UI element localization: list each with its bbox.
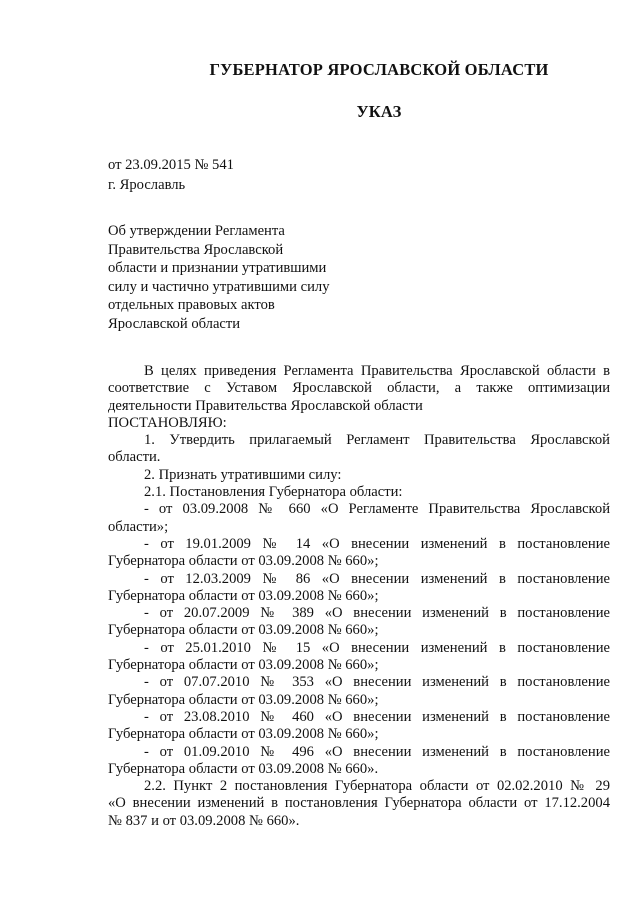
preamble-paragraph [108,363,610,415]
repealed-act-line: Губернатора области от 03.09.2008 № 660»; [108,657,379,674]
repealed-act-line: - от 20.07.2009 № 389 «О внесении изменений в постановление [144,605,610,622]
subject-line: Ярославской области [108,315,241,332]
decree-city: г. Ярославль [108,177,186,193]
item-1-line: 1. Утвердить прилагаемый Регламент Правительства Ярославской [144,432,610,449]
repealed-act-line: - от 19.01.2009 № 14 «О внесении изменений в постановление [144,535,610,552]
repealed-act-line: Губернатора области от 03.09.2008 № 660»; [108,726,379,743]
repealed-act-line: Губернатора области от 03.09.2008 № 660». [108,760,379,777]
repealed-act-line: Губернатора области от 03.09.2008 № 660»; [108,691,379,708]
item-2-2-line: № 837 и от 03.09.2008 № 660». [108,812,300,829]
repealed-act-line: Губернатора области от 03.09.2008 № 660»; [108,622,379,639]
issuing-authority-heading: ГУБЕРНАТОР ЯРОСЛАВСКОЙ ОБЛАСТИ [209,60,549,79]
repealed-act-line: Губернатора области от 03.09.2008 № 660»; [108,587,379,604]
repealed-act [108,571,610,606]
preamble-line: соответствие с Уставом Ярославской области, а также оптимизации [108,380,610,397]
repealed-act [108,501,610,536]
repealed-act-line: - от 07.07.2010 № 353 «О внесении изменений в постановление [144,674,610,691]
item-1 [108,432,610,467]
item-2: 2. Признать утратившими силу: [144,466,342,483]
decree-body [108,363,610,830]
item-2-1: 2.1. Постановления Губернатора области: [144,484,403,501]
item-2-2 [108,778,610,830]
repealed-act-line: - от 25.01.2010 № 15 «О внесении изменений в постановление [144,639,610,656]
repealed-act [108,709,610,744]
subject-line: Правительства Ярославской [108,241,284,258]
subject-line: отдельных правовых актов [108,297,275,314]
repealed-act-line: области»; [108,518,169,535]
repealed-act [108,674,610,709]
decree-meta [108,155,234,195]
subject-line: Об утверждении Регламента [108,223,285,239]
preamble-line: деятельности Правительства Ярославской области [108,397,423,414]
repealed-act-line: Губернатора области от 03.09.2008 № 660»; [108,553,379,570]
repealed-act-line: - от 03.09.2008 № 660 «О Регламенте Правительства Ярославской [144,501,610,518]
subject-line: области и признании утратившими [108,260,327,277]
repealed-act [108,640,610,675]
preamble-line: В целях приведения Регламента Правительства Ярославской области в [144,363,610,379]
item-1-line: области. [108,449,161,466]
subject-line: силу и частично утратившими силу [108,278,330,295]
repealed-act-line: - от 01.09.2010 № 496 «О внесении изменений в постановление [144,743,610,760]
repealed-act [108,744,610,779]
repealed-act [108,605,610,640]
decree-subject [108,222,368,334]
item-2-2-line: 2.2. Пункт 2 постановления Губернатора области от 02.02.2010 № 29 [144,778,610,795]
repealed-act-line: - от 12.03.2009 № 86 «О внесении изменений в постановление [144,570,610,587]
decree-date-number: от 23.09.2015 № 541 [108,157,234,173]
decree-resolution-word: ПОСТАНОВЛЯЮ: [108,414,227,431]
repealed-act-line: - от 23.08.2010 № 460 «О внесении изменений в постановление [144,708,610,725]
item-2-2-line: «О внесении изменений в постановления Губернатора области от 17.12.2004 [108,795,610,812]
repealed-act [108,536,610,571]
document-type-heading: УКАЗ [356,102,402,121]
